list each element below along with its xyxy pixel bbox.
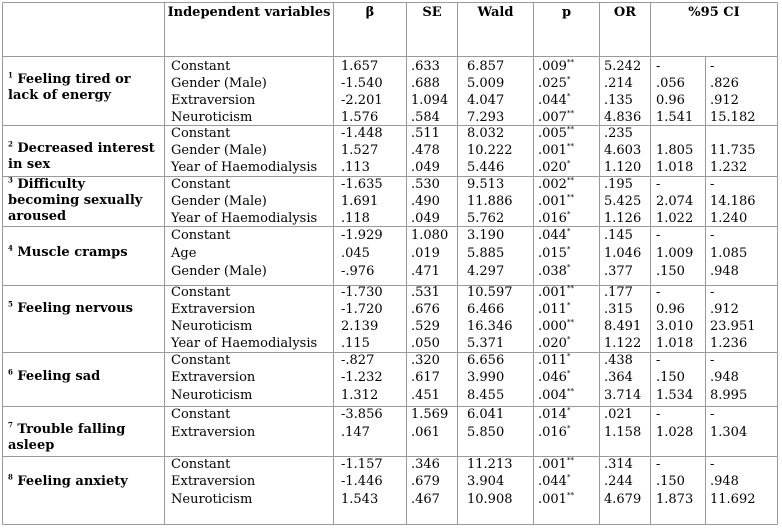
cell-or: .021 — [604, 407, 633, 422]
group-title: Trouble falling asleep — [8, 422, 126, 453]
cell-lo: - — [656, 285, 661, 300]
group-label — [8, 369, 158, 385]
cell-p — [538, 335, 570, 352]
significance-marker: ** — [566, 109, 574, 118]
cell-lo: 0.96 — [656, 93, 685, 108]
cell-b: -1.635 — [341, 177, 383, 192]
group-number: 2 — [8, 139, 13, 149]
cell-b: -1.720 — [341, 302, 383, 317]
variable-name: Year of Haemodialysis — [171, 336, 318, 351]
group-number: 7 — [8, 420, 13, 430]
cell-hi: .948 — [710, 474, 739, 489]
cell-b: .045 — [341, 246, 370, 261]
cell-se: .346 — [411, 457, 440, 472]
variable-name: Extraversion — [171, 302, 256, 317]
p-value: .038 — [538, 264, 567, 279]
cell-hi: 1.236 — [710, 336, 748, 351]
significance-marker: ** — [566, 142, 574, 151]
cell-or: 1.126 — [604, 211, 642, 226]
cell-p — [538, 159, 570, 176]
group-number: 1 — [8, 70, 13, 80]
cell-se: .688 — [411, 76, 440, 91]
variable-name: Neuroticism — [171, 492, 253, 507]
cell-se: 1.569 — [411, 407, 449, 422]
p-value: .025 — [538, 76, 567, 91]
cell-or: .364 — [604, 370, 633, 385]
p-value: .011 — [538, 353, 567, 368]
cell-wald: 6.041 — [467, 407, 505, 422]
cell-or: 8.491 — [604, 319, 642, 334]
cell-hi: 1.304 — [710, 425, 748, 440]
cell-lo: 3.010 — [656, 319, 694, 334]
significance-marker: * — [566, 263, 571, 272]
cell-b: .115 — [341, 336, 370, 351]
cell-se: 1.094 — [411, 93, 449, 108]
significance-marker: * — [566, 352, 571, 361]
cell-wald: 10.908 — [467, 492, 513, 507]
cell-se: .471 — [411, 264, 440, 279]
variable-name: Constant — [171, 59, 231, 74]
cell-hi: 15.182 — [710, 110, 756, 125]
cell-se: .467 — [411, 492, 440, 507]
cell-p — [538, 193, 574, 210]
cell-p — [538, 318, 574, 335]
cell-p — [538, 301, 570, 318]
cell-or: .145 — [604, 228, 633, 243]
group-label — [8, 141, 158, 173]
group-number: 6 — [8, 367, 13, 377]
variable-name: Extraversion — [171, 93, 256, 108]
cell-lo: .150 — [656, 264, 685, 279]
cell-or: 4.603 — [604, 143, 642, 158]
cell-or: .244 — [604, 474, 633, 489]
cell-or: 4.679 — [604, 492, 642, 507]
significance-marker: ** — [566, 193, 574, 202]
variable-name: Constant — [171, 228, 231, 243]
cell-or: .314 — [604, 457, 633, 472]
cell-lo: 0.96 — [656, 302, 685, 317]
cell-b: 1.543 — [341, 492, 379, 507]
significance-marker: * — [566, 159, 571, 168]
p-value: .015 — [538, 246, 567, 261]
variable-name: Gender (Male) — [171, 194, 267, 209]
cell-lo: 1.873 — [656, 492, 694, 507]
p-value: .044 — [538, 228, 567, 243]
cell-wald: 5.446 — [467, 160, 505, 175]
cell-lo: - — [656, 407, 661, 422]
cell-lo: 1.541 — [656, 110, 694, 125]
variable-name: Constant — [171, 353, 231, 368]
variable-name: Gender (Male) — [171, 76, 267, 91]
variable-name: Constant — [171, 285, 231, 300]
p-value: .016 — [538, 425, 567, 440]
variable-name: Extraversion — [171, 425, 256, 440]
significance-marker: * — [566, 245, 571, 254]
cell-hi: 1.232 — [710, 160, 748, 175]
cell-or: .195 — [604, 177, 633, 192]
cell-b: -1.157 — [341, 457, 383, 472]
cell-hi: 1.240 — [710, 211, 748, 226]
cell-or: 1.158 — [604, 425, 642, 440]
cell-hi: - — [710, 457, 715, 472]
group-title: Feeling nervous — [17, 301, 133, 316]
cell-or: 5.242 — [604, 59, 642, 74]
cell-lo: 1.009 — [656, 246, 694, 261]
significance-marker: * — [566, 473, 571, 482]
cell-wald: 3.904 — [467, 474, 505, 489]
cell-b: -3.856 — [341, 407, 383, 422]
cell-hi: .826 — [710, 76, 739, 91]
cell-or: .438 — [604, 353, 633, 368]
p-value: .011 — [538, 302, 567, 317]
cell-or: 1.120 — [604, 160, 642, 175]
group-number: 4 — [8, 243, 13, 253]
group-label — [8, 72, 158, 104]
cell-b: -1.730 — [341, 285, 383, 300]
variable-name: Extraversion — [171, 370, 256, 385]
p-value: .001 — [538, 492, 567, 507]
cell-or: 1.046 — [604, 246, 642, 261]
group-label — [8, 245, 158, 261]
cell-lo: .056 — [656, 76, 685, 91]
cell-lo: 1.805 — [656, 143, 694, 158]
significance-marker: ** — [566, 387, 574, 396]
variable-name: Year of Haemodialysis — [171, 160, 318, 175]
cell-wald: 5.371 — [467, 336, 505, 351]
cell-p — [538, 142, 574, 159]
p-value: .005 — [538, 126, 567, 141]
p-value: .020 — [538, 160, 567, 175]
cell-se: .049 — [411, 160, 440, 175]
cell-wald: 16.346 — [467, 319, 513, 334]
cell-wald: 10.222 — [467, 143, 513, 158]
significance-marker: * — [566, 92, 571, 101]
cell-hi: - — [710, 407, 715, 422]
cell-p — [538, 424, 570, 441]
cell-hi: 11.692 — [710, 492, 756, 507]
header-wald: Wald — [477, 5, 514, 20]
cell-se: .050 — [411, 336, 440, 351]
p-value: .001 — [538, 457, 567, 472]
group-label — [8, 177, 158, 225]
significance-marker: ** — [566, 125, 574, 134]
header-p: p — [561, 5, 572, 20]
header-or: OR — [613, 5, 637, 20]
cell-wald: 6.656 — [467, 353, 505, 368]
p-value: .044 — [538, 93, 567, 108]
group-title: Difficulty becoming sexually aroused — [8, 177, 143, 224]
cell-b: .147 — [341, 425, 370, 440]
group-title: Decreased interest in sex — [8, 141, 155, 172]
cell-p — [538, 369, 570, 386]
variable-name: Neuroticism — [171, 388, 253, 403]
group-label — [8, 474, 158, 490]
cell-se: .676 — [411, 302, 440, 317]
cell-wald: 9.513 — [467, 177, 505, 192]
cell-wald: 8.455 — [467, 388, 505, 403]
cell-or: .235 — [604, 126, 633, 141]
cell-p — [538, 387, 574, 404]
cell-hi: .912 — [710, 302, 739, 317]
p-value: .007 — [538, 110, 567, 125]
cell-b: 1.576 — [341, 110, 379, 125]
p-value: .046 — [538, 370, 567, 385]
header-beta: β — [365, 5, 375, 20]
cell-p — [538, 473, 570, 490]
cell-lo: - — [656, 457, 661, 472]
cell-se: .490 — [411, 194, 440, 209]
cell-b: -2.201 — [341, 93, 383, 108]
cell-wald: 6.466 — [467, 302, 505, 317]
cell-hi: 23.951 — [710, 319, 756, 334]
header-independent-variables: Independent variables — [167, 5, 331, 20]
cell-hi: .912 — [710, 93, 739, 108]
cell-lo: - — [656, 59, 661, 74]
cell-hi: - — [710, 285, 715, 300]
cell-or: .214 — [604, 76, 633, 91]
cell-p — [538, 263, 570, 280]
cell-lo: 1.534 — [656, 388, 694, 403]
cell-lo: 2.074 — [656, 194, 694, 209]
p-value: .001 — [538, 194, 567, 209]
p-value: .004 — [538, 388, 567, 403]
cell-or: 5.425 — [604, 194, 642, 209]
cell-hi: .948 — [710, 370, 739, 385]
cell-hi: 11.735 — [710, 143, 756, 158]
cell-or: .135 — [604, 93, 633, 108]
p-value: .016 — [538, 211, 567, 226]
p-value: .020 — [538, 336, 567, 351]
cell-p — [538, 92, 570, 109]
cell-se: .451 — [411, 388, 440, 403]
significance-marker: * — [566, 424, 571, 433]
cell-wald: 5.850 — [467, 425, 505, 440]
cell-p — [538, 176, 574, 193]
group-title: Feeling tired or lack of energy — [8, 72, 131, 103]
cell-p — [538, 284, 574, 301]
group-title: Feeling anxiety — [17, 474, 128, 489]
variable-name: Constant — [171, 457, 231, 472]
significance-marker: * — [566, 301, 571, 310]
cell-se: .679 — [411, 474, 440, 489]
cell-b: .118 — [341, 211, 370, 226]
cell-se: .061 — [411, 425, 440, 440]
cell-p — [538, 456, 574, 473]
variable-name: Gender (Male) — [171, 264, 267, 279]
cell-b: 1.657 — [341, 59, 379, 74]
cell-p — [538, 245, 570, 262]
cell-b: -1.446 — [341, 474, 383, 489]
cell-se: .320 — [411, 353, 440, 368]
header-ci: %95 CI — [688, 5, 740, 20]
cell-p — [538, 109, 574, 126]
cell-p — [538, 491, 574, 508]
cell-se: .478 — [411, 143, 440, 158]
cell-hi: - — [710, 177, 715, 192]
cell-b: -1.929 — [341, 228, 383, 243]
group-title: Muscle cramps — [17, 245, 128, 260]
cell-hi: - — [710, 353, 715, 368]
group-label — [8, 301, 158, 317]
variable-name: Age — [171, 246, 197, 261]
cell-hi: .948 — [710, 264, 739, 279]
cell-wald: 6.857 — [467, 59, 505, 74]
cell-se: .584 — [411, 110, 440, 125]
cell-wald: 3.190 — [467, 228, 505, 243]
variable-name: Constant — [171, 177, 231, 192]
cell-lo: 1.018 — [656, 160, 694, 175]
cell-lo: 1.028 — [656, 425, 694, 440]
cell-b: -.976 — [341, 264, 375, 279]
cell-p — [538, 352, 570, 369]
cell-p — [538, 406, 570, 423]
cell-b: 1.312 — [341, 388, 379, 403]
group-title: Feeling sad — [17, 369, 101, 384]
p-value: .001 — [538, 285, 567, 300]
group-number: 3 — [8, 175, 13, 185]
significance-marker: * — [566, 210, 571, 219]
cell-hi: 1.085 — [710, 246, 748, 261]
cell-or: .315 — [604, 302, 633, 317]
cell-hi: - — [710, 59, 715, 74]
cell-or: 3.714 — [604, 388, 642, 403]
significance-marker: ** — [566, 284, 574, 293]
significance-marker: * — [566, 75, 571, 84]
cell-or: .177 — [604, 285, 633, 300]
p-value: .014 — [538, 407, 567, 422]
cell-wald: 5.009 — [467, 76, 505, 91]
cell-wald: 4.047 — [467, 93, 505, 108]
cell-se: 1.080 — [411, 228, 449, 243]
cell-se: .019 — [411, 246, 440, 261]
significance-marker: ** — [566, 58, 574, 67]
cell-lo: - — [656, 177, 661, 192]
cell-se: .530 — [411, 177, 440, 192]
significance-marker: ** — [566, 176, 574, 185]
cell-b: .113 — [341, 160, 370, 175]
cell-wald: 3.990 — [467, 370, 505, 385]
cell-hi: 8.995 — [710, 388, 748, 403]
significance-marker: * — [566, 369, 571, 378]
cell-se: .633 — [411, 59, 440, 74]
p-value: .009 — [538, 59, 567, 74]
cell-lo: .150 — [656, 474, 685, 489]
cell-or: .377 — [604, 264, 633, 279]
variable-name: Neuroticism — [171, 319, 253, 334]
cell-p — [538, 58, 574, 75]
cell-hi: 14.186 — [710, 194, 756, 209]
group-number: 8 — [8, 472, 13, 482]
cell-lo: - — [656, 353, 661, 368]
cell-lo: - — [656, 228, 661, 243]
cell-se: .531 — [411, 285, 440, 300]
group-number: 5 — [8, 299, 13, 309]
variable-name: Extraversion — [171, 474, 256, 489]
cell-wald: 8.032 — [467, 126, 505, 141]
cell-se: .617 — [411, 370, 440, 385]
cell-p — [538, 125, 574, 142]
significance-marker: * — [566, 227, 571, 236]
cell-p — [538, 210, 570, 227]
significance-marker: ** — [566, 491, 574, 500]
cell-or: 1.122 — [604, 336, 642, 351]
variable-name: Gender (Male) — [171, 143, 267, 158]
cell-se: .511 — [411, 126, 440, 141]
cell-b: -1.448 — [341, 126, 383, 141]
variable-name: Neuroticism — [171, 110, 253, 125]
cell-p — [538, 75, 570, 92]
significance-marker: * — [566, 335, 571, 344]
p-value: .044 — [538, 474, 567, 489]
cell-wald: 10.597 — [467, 285, 513, 300]
significance-marker: ** — [566, 456, 574, 465]
cell-b: 1.691 — [341, 194, 379, 209]
cell-b: 2.139 — [341, 319, 379, 334]
cell-lo: 1.022 — [656, 211, 694, 226]
significance-marker: * — [566, 406, 571, 415]
variable-name: Constant — [171, 126, 231, 141]
cell-wald: 5.762 — [467, 211, 505, 226]
cell-b: 1.527 — [341, 143, 379, 158]
cell-p — [538, 227, 570, 244]
variable-name: Constant — [171, 407, 231, 422]
cell-hi: - — [710, 228, 715, 243]
cell-se: .049 — [411, 211, 440, 226]
cell-wald: 5.885 — [467, 246, 505, 261]
cell-b: -.827 — [341, 353, 375, 368]
cell-b: -1.232 — [341, 370, 383, 385]
variable-name: Year of Haemodialysis — [171, 211, 318, 226]
cell-wald: 11.886 — [467, 194, 513, 209]
cell-wald: 7.293 — [467, 110, 505, 125]
group-label — [8, 422, 158, 454]
significance-marker: ** — [566, 318, 574, 327]
cell-wald: 11.213 — [467, 457, 513, 472]
p-value: .000 — [538, 319, 567, 334]
header-se: SE — [422, 5, 442, 20]
p-value: .001 — [538, 143, 567, 158]
cell-lo: 1.018 — [656, 336, 694, 351]
cell-or: 4.836 — [604, 110, 642, 125]
cell-lo: .150 — [656, 370, 685, 385]
cell-wald: 4.297 — [467, 264, 505, 279]
cell-se: .529 — [411, 319, 440, 334]
cell-b: -1.540 — [341, 76, 383, 91]
p-value: .002 — [538, 177, 567, 192]
